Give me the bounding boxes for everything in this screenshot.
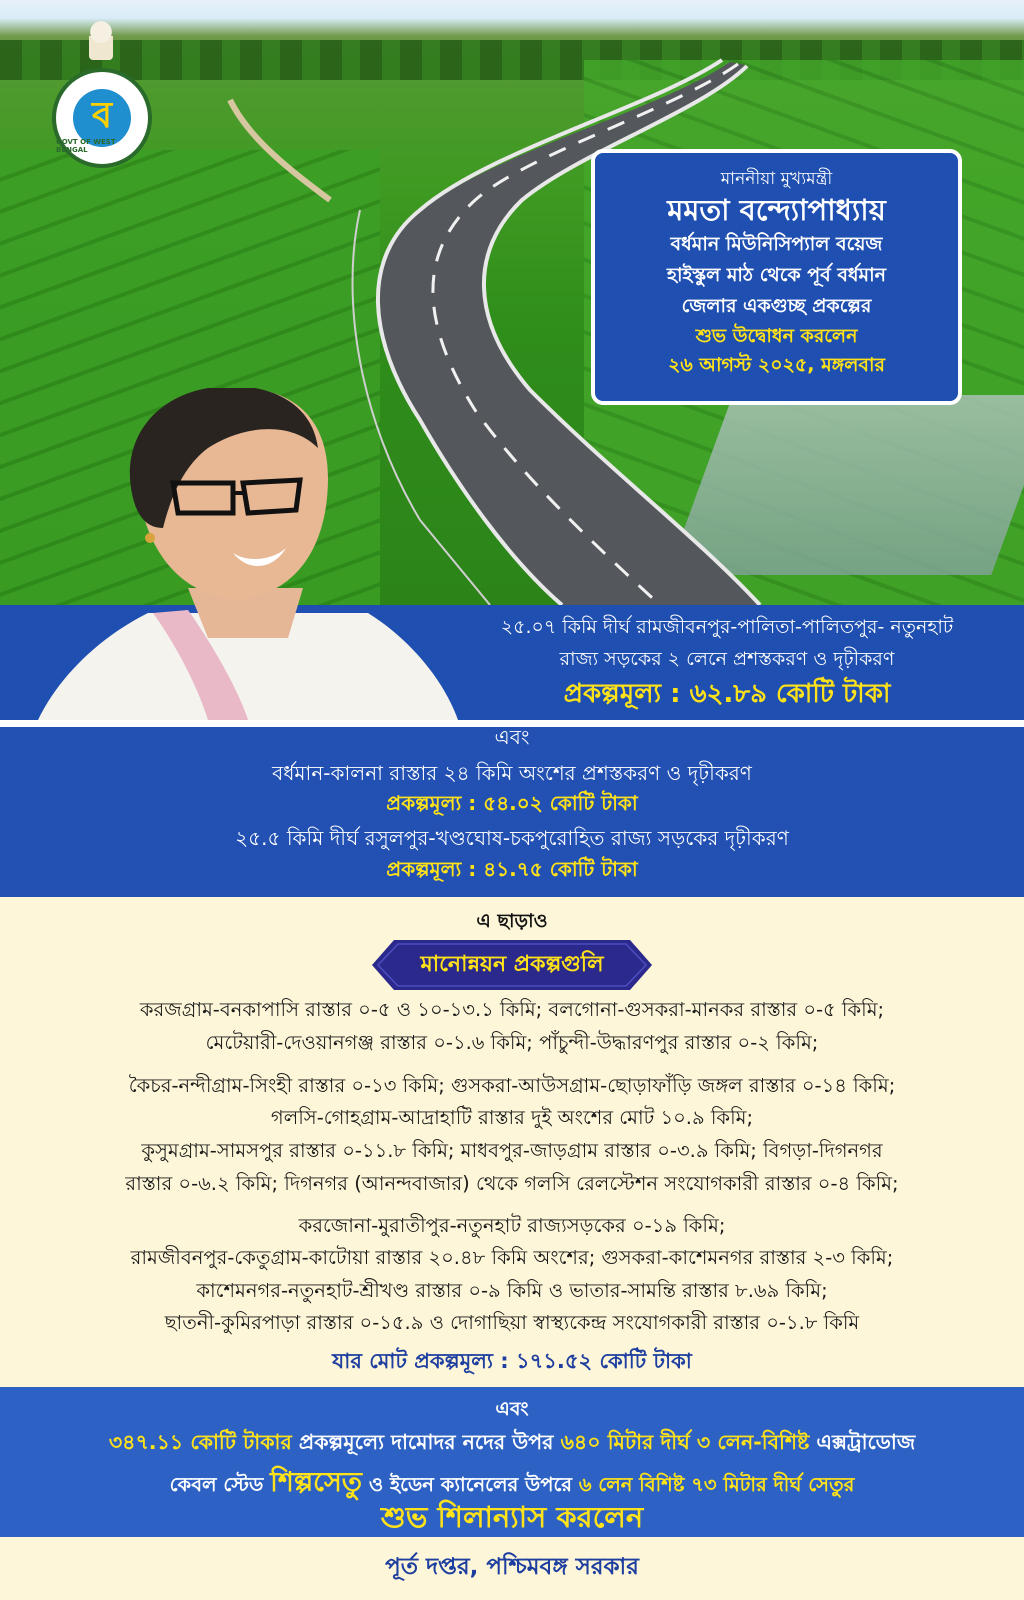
announcement-box (591, 149, 962, 405)
list-item: কাশেমনগর-নতুনহাট-শ্রীখণ্ড রাস্তার ০-৯ কিমি ও ভাতার-সামন্তি রাস্তার ৮.৬৯ কিমি; (196, 1279, 828, 1302)
list-item: করজগ্রাম-বনকাপাসি রাস্তার ০-৫ ও ১০-১৩.১ কিমি; বলগোনা-গুসকরা-মানকর রাস্তার ০-৫ কিমি; (139, 998, 885, 1021)
bridge-text-2: এক্সট্রাডোজ (809, 1430, 916, 1454)
bridge-text-4: ও ইডেন ক্যানেলের উপরে (362, 1473, 579, 1496)
project-2-desc: বর্ধমান-কালনা রাস্তার ২৪ কিমি অংশের প্রশস্তকরণ ও দৃঢ়ীকরণ (272, 761, 752, 785)
banner-title: মানোন্নয়ন প্রকল্পগুলি (420, 952, 604, 977)
national-emblem-icon (89, 20, 113, 60)
total-cost: যার মোট প্রকল্পমূল্য : ১৭১.৫২ কোটি টাকা (332, 1349, 692, 1373)
foundation-band (0, 1387, 1024, 1537)
department-footer: পূর্ত দপ্তর, পশ্চিমবঙ্গ সরকার (0, 1537, 1024, 1600)
announcement-line-1: বর্ধমান মিউনিসিপ্যাল বয়েজ (670, 233, 883, 255)
project-2-3-band (0, 727, 1024, 897)
announcement-line-3: জেলার একগুচ্ছ প্রকল্পের (681, 295, 872, 317)
list-item: করজোনা-মুরাতীপুর-নতুনহাট রাজ্যসড়কের ০-১৯ কিমি; (298, 1214, 726, 1237)
bridge-text-3: কেবল স্টেড (169, 1473, 271, 1496)
bridge-spec-2: ৬ লেন বিশিষ্ট ৭৩ মিটার দীর্ঘ সেতুর (578, 1473, 855, 1496)
project-3-cost: প্রকল্পমূল্য : ৪১.৭৫ কোটি টাকা (386, 857, 638, 881)
announcement-line-2: হাইস্কুল মাঠ থেকে পূর্ব বর্ধমান (667, 264, 886, 286)
list-item: রামজীবনপুর-কেতুগ্রাম-কাটোয়া রাস্তার ২০.৪৮ কিমি অংশের; গুসকরা-কাশেমনগর রাস্তার ২-৩ কিমি; (130, 1246, 894, 1269)
project-1-line-1: ২৫.০৭ কিমি দীর্ঘ রামজীবনপুর-পালিতা-পালিতপুর- নতুনহাট (500, 616, 954, 638)
inauguration-date: ২৬ আগস্ট ২০২৫, মঙ্গলবার (668, 354, 885, 376)
bridge-cost: ৩৪৭.১১ কোটি টাকার (108, 1430, 292, 1454)
honorific: মাননীয়া মুখ্যমন্ত্রী (720, 169, 833, 189)
inauguration-text: শুভ উদ্বোধন করলেন (695, 325, 858, 347)
govt-west-bengal-logo (52, 68, 152, 168)
chief-minister-name: মমতা বন্দ্যোপাধ্যায় (667, 193, 886, 227)
list-item: কুসুমগ্রাম-সামসপুর রাস্তার ০-১১.৮ কিমি; মাধবপুর-জাড়গ্রাম রাস্তার ০-৩.৯ কিমি; বিগড়া-দিগনগর (141, 1139, 883, 1162)
and-text-2: এবং (495, 1398, 529, 1420)
list-item: গলসি-গোহগ্রাম-আদ্রাহাটি রাস্তার দুই অংশের মোট ১০.৯ কিমি; (270, 1106, 754, 1129)
list-item: রাস্তার ০-৬.২ কিমি; দিগনগর (আনন্দবাজার) থেকে গলসি রেলস্টেশন সংযোগকারী রাস্তার ০-৪ কিমি; (125, 1172, 899, 1195)
project-3-desc: ২৫.৫ কিমি দীর্ঘ রসুলপুর-খণ্ডঘোষ-চকপুরোহিত রাজ্য সড়কের দৃঢ়ীকরণ (235, 826, 789, 850)
project-1-line-2: রাজ্য সড়কের ২ লেনে প্রশস্তকরণ ও দৃঢ়ীকরণ (559, 648, 895, 670)
also-heading: এ ছাড়াও (476, 910, 548, 932)
biswa-bangla-icon: ব (73, 89, 131, 147)
and-text: এবং (494, 725, 530, 749)
list-item: ছাতনী-কুমিরপাড়া রাস্তার ০-১৫.৯ ও দোগাছিয়া স্বাস্থ্যকেন্দ্র সংযোগকারী রাস্তার ০-১.৮ কিমি (164, 1311, 860, 1334)
chief-minister-portrait (38, 388, 458, 720)
list-item: কৈচর-নন্দীগ্রাম-সিংহী রাস্তার ০-১৩ কিমি; গুসকরা-আউসগ্রাম-ছোড়াফাঁড়ি জঙ্গল রাস্তার ০-১৪ কিমি; (128, 1074, 896, 1097)
shilpasetu-name: শিল্পসেতু (270, 1467, 363, 1498)
list-item: মেটেয়ারী-দেওয়ানগঞ্জ রাস্তার ০-১.৬ কিমি; পাঁচুন্দী-উদ্ধারণপুর রাস্তার ০-২ কিমি; (205, 1031, 819, 1054)
project-1-cost: প্রকল্পমূল্য : ৬২.৮৯ কোটি টাকা (563, 679, 891, 709)
foundation-text: শুভ শিলান্যাস করলেন (380, 1500, 644, 1534)
logo-caption: GOVT OF WEST BENGAL (56, 138, 116, 154)
bridge-spec-1: ৬৪০ মিটার দীর্ঘ ৩ লেন-বিশিষ্ট (560, 1430, 810, 1454)
bridge-line-1 (0, 1427, 1024, 1461)
project-2-cost: প্রকল্পমূল্য : ৫৪.০২ কোটি টাকা (386, 791, 638, 815)
bridge-text-1: প্রকল্পমূল্যে দামোদর নদের উপর (291, 1430, 561, 1454)
